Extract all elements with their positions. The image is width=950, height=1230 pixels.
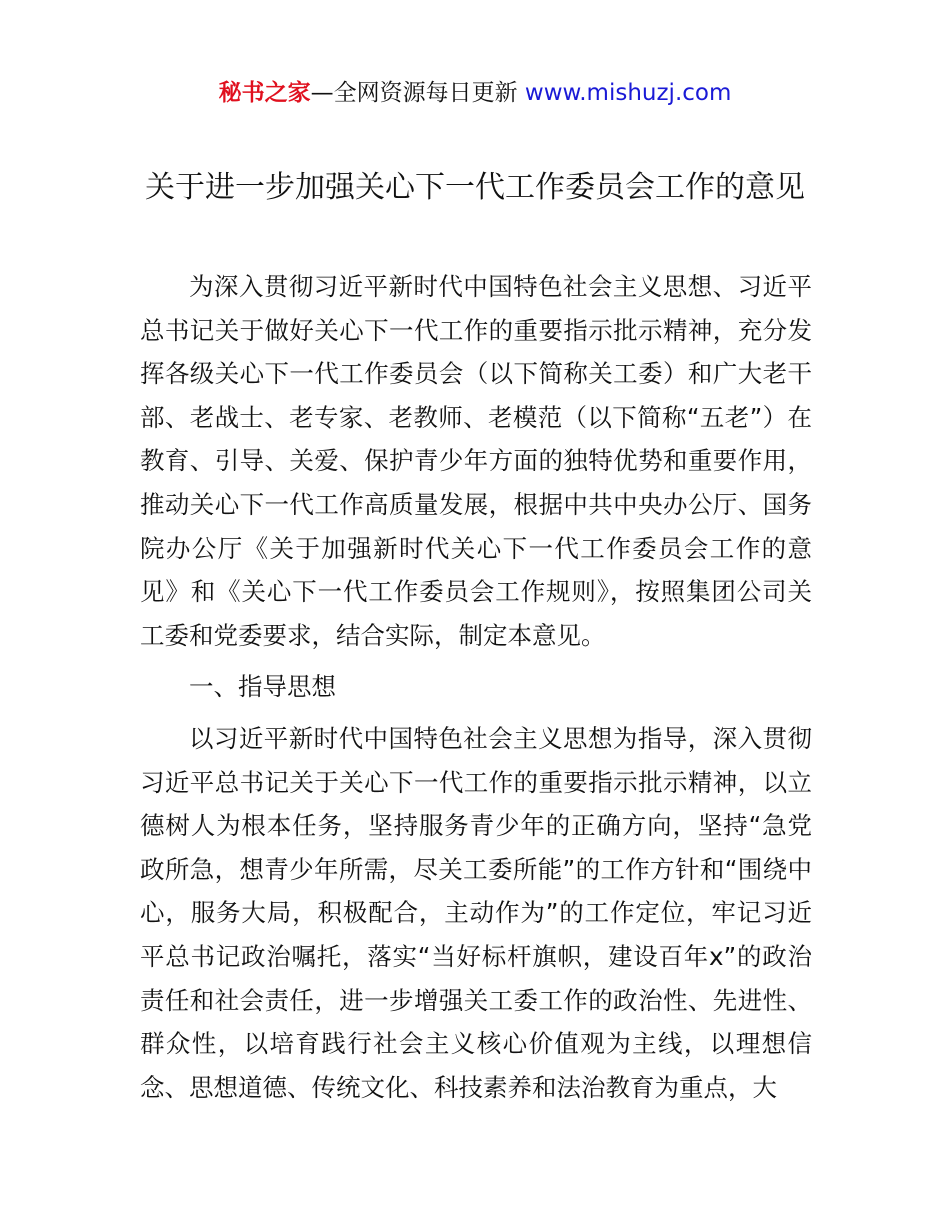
section-heading-guiding-ideology: 一、指导思想 [189,672,336,702]
document-body [140,265,812,1109]
header-slogan: —全网资源每日更新 [310,80,518,106]
section-paragraph-guiding-ideology: 以习近平新时代中国特色社会主义思想为指导，深入贯彻习近平总书记关于关心下一代工作的重要指示批示精神，以立德树人为根本任务，坚持服务青少年的正确方向，坚持“急党政所急，想青少年所需，尽关工委所能”的工作方针和“围绕中心，服务大局，积极配合，主动作为”的工作定位，牢记习近平总书记政治嘱托，落实“当好标杆旗帜，建设百年x”的政治责任和社会责任，进一步增强关工委工作的政治性、先进性、群众性，以培育践行社会主义核心价值观为主线，以理想信念、思想道德、传统文化、科技素养和法治教育为重点，大 [140,723,812,1102]
site-url-link[interactable]: www.mishuzj.com [524,80,732,106]
intro-paragraph: 为深入贯彻习近平新时代中国特色社会主义思想、习近平总书记关于做好关心下一代工作的重要指示批示精神，充分发挥各级关心下一代工作委员会（以下简称关工委）和广大老干部、老战士、老专家、老教师、老模范（以下简称“五老”）在教育、引导、关爱、保护青少年方面的独特优势和重要作用，推动关心下一代工作高质量发展，根据中共中央办公厅、国务院办公厅《关于加强新时代关心下一代工作委员会工作的意见》和《关心下一代工作委员会工作规则》，按照集团公司关工委和党委要求，结合实际，制定本意见。 [140,272,812,650]
document-title: 关于进一步加强关心下一代工作委员会工作的意见 [145,170,805,205]
site-header [0,78,950,108]
brand-name: 秘书之家 [218,80,311,106]
